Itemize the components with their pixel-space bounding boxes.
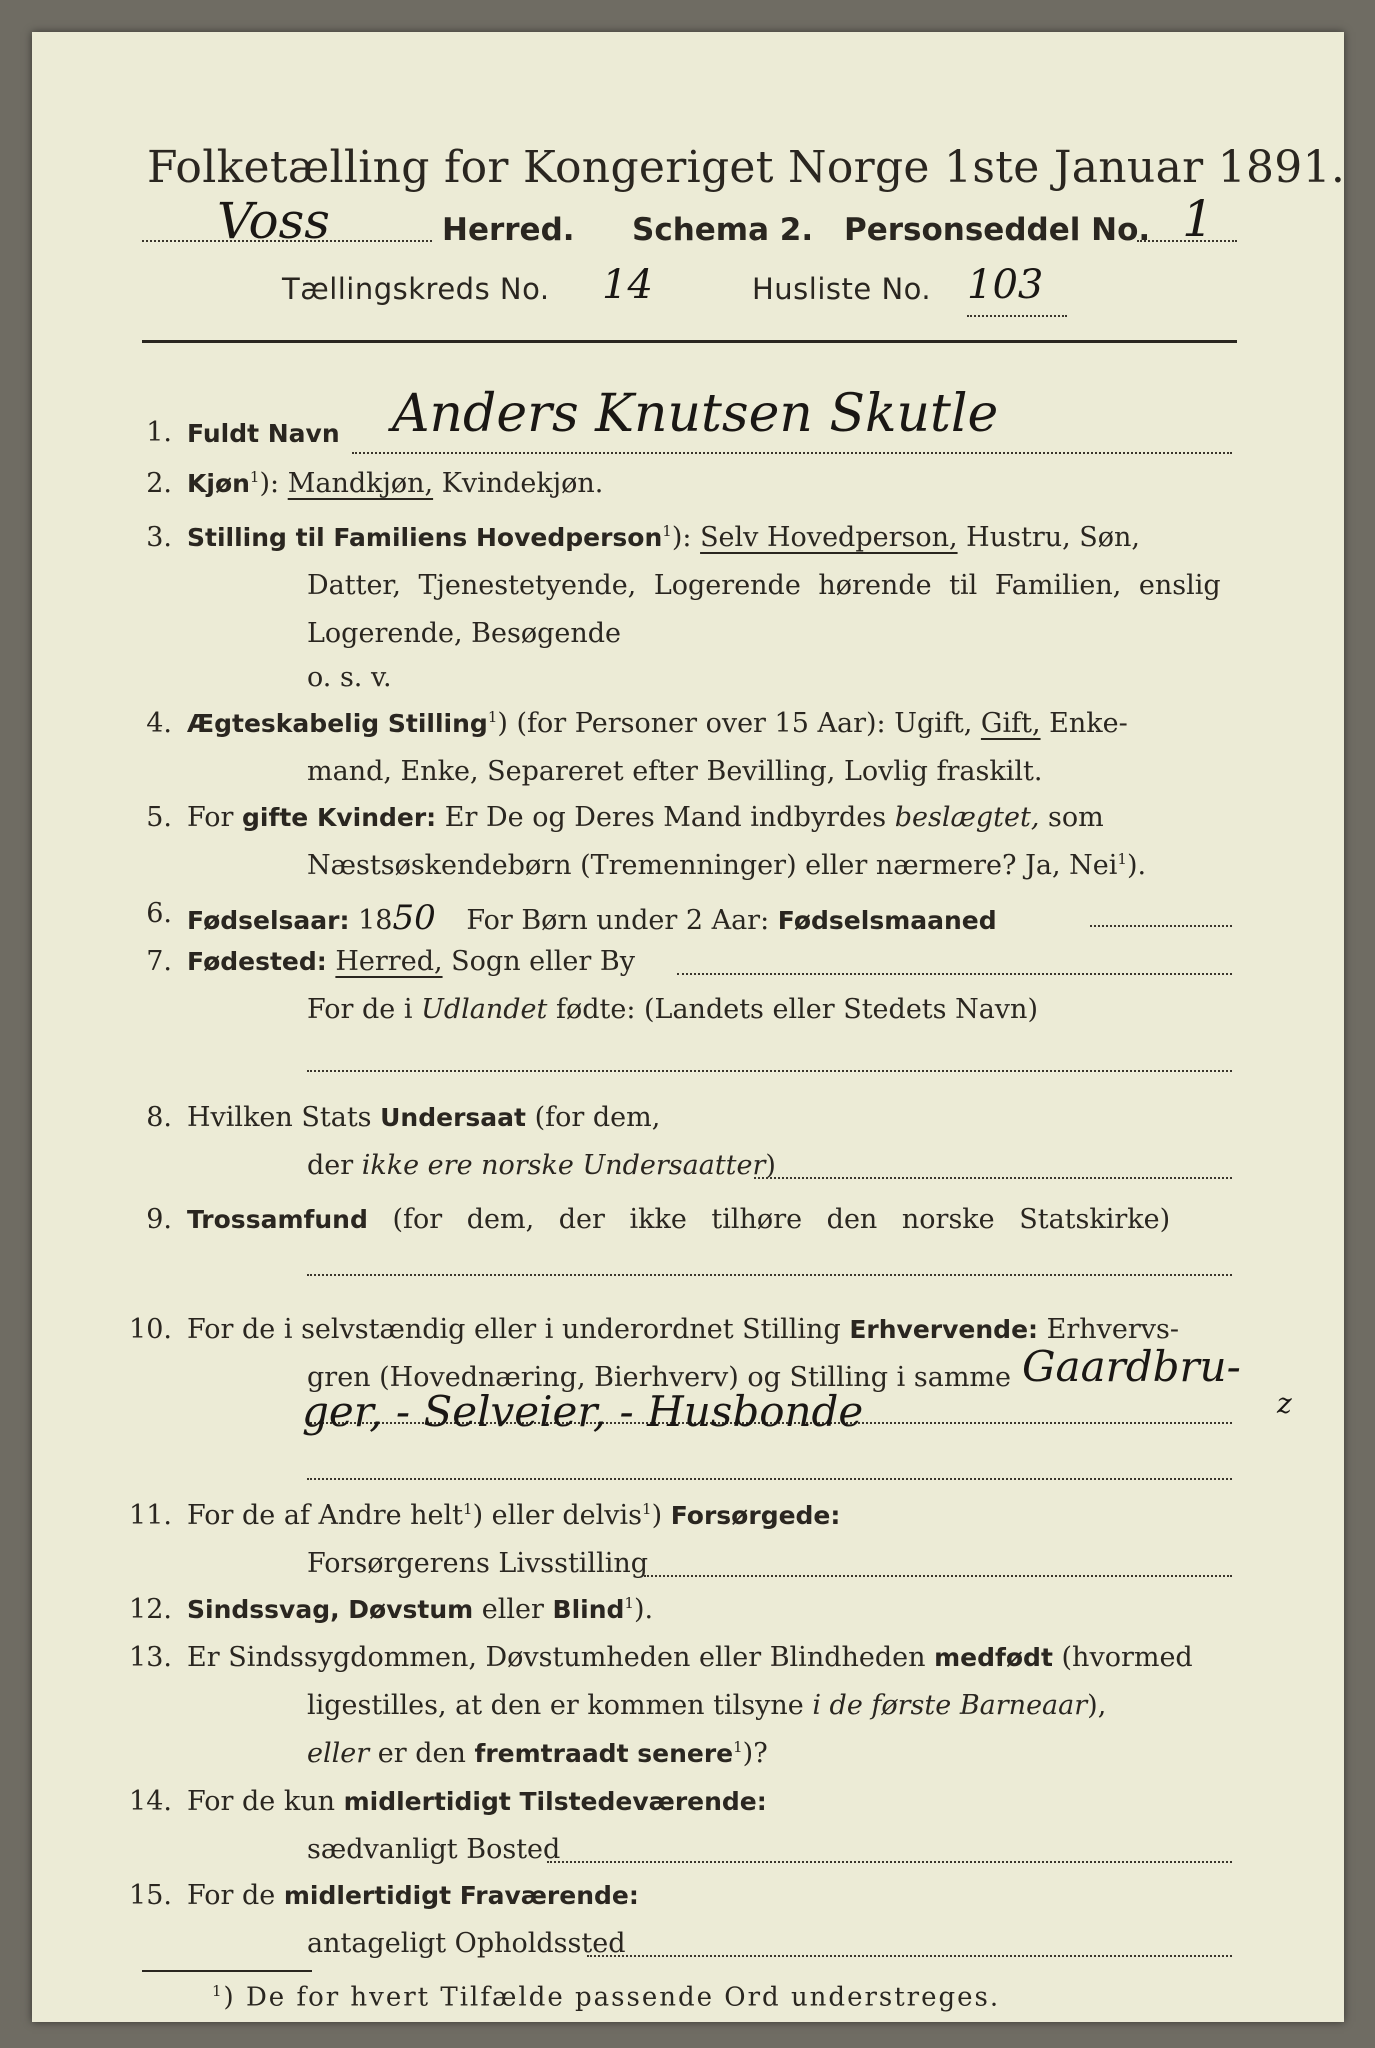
- q12-tail: ).: [633, 1594, 654, 1625]
- q8-pre: Hvilken Stats: [187, 1102, 372, 1133]
- q13-line3-bold: fremtraadt senere: [474, 1739, 734, 1768]
- q7-line1: [187, 946, 635, 977]
- q8-dotted-line: [754, 1177, 1232, 1179]
- q10-line1: [187, 1314, 1179, 1345]
- q12-line: [187, 1594, 653, 1625]
- q1-label: Fuldt Navn: [187, 419, 340, 448]
- q5-number: 5.: [146, 802, 172, 833]
- q13-line2a: ligestilles, at den er kommen tilsyne: [307, 1690, 804, 1721]
- q14-dotted-line: [547, 1861, 1232, 1863]
- q11-sup1: 1: [463, 1500, 473, 1518]
- q10-rest: Erhvervs-: [1046, 1314, 1180, 1345]
- q5-line2: [307, 850, 1146, 881]
- q11-line2: Forsørgerens Livsstilling: [307, 1548, 649, 1579]
- q2-pre: ):: [259, 468, 280, 499]
- q4-number: 4.: [146, 708, 172, 739]
- q12-mid: eller: [481, 1594, 544, 1625]
- q5-rest: Er De og Deres Mand indbyrdes: [444, 802, 887, 833]
- q15-line1: [187, 1880, 639, 1911]
- q8-line2-italic: ikke ere norske Undersaatter: [361, 1150, 766, 1181]
- q4-rest: ) (for Personer over 15 Aar): Ugift,: [497, 708, 973, 739]
- q9-number: 9.: [146, 1204, 172, 1235]
- q8-number: 8.: [146, 1102, 172, 1133]
- q4-line2: mand, Enke, Separeret efter Bevilling, Lovlig fraskilt.: [307, 756, 1043, 787]
- q9-label: Trossamfund: [187, 1205, 368, 1234]
- q10-number: 10.: [129, 1314, 172, 1345]
- q11-mid: ) eller delvis: [472, 1500, 643, 1531]
- q7-label: Fødested:: [187, 947, 327, 976]
- q3-rest1: Hustru, Søn,: [966, 522, 1140, 553]
- q14-line2: sædvanligt Bosted: [307, 1834, 561, 1865]
- q2-option-kvindekjon: Kvindekjøn.: [441, 468, 604, 499]
- q3-pre: ):: [671, 522, 692, 553]
- q15-dotted-line: [587, 1955, 1232, 1957]
- q13-label: medfødt: [934, 1643, 1053, 1672]
- q13-line2-italic: i de første Barneaar: [812, 1690, 1088, 1721]
- q13-rest: (hvormed: [1061, 1642, 1193, 1673]
- q4-sup: 1: [487, 708, 498, 726]
- q10-line2: gren (Hovednæring, Bierhverv) og Stilling i samme: [307, 1362, 1012, 1393]
- q13-line2b: ),: [1087, 1690, 1107, 1721]
- q5-end: som: [1048, 802, 1104, 833]
- q3-line3: Logerende, Besøgende: [307, 618, 621, 649]
- q6-dotted-line: [1090, 925, 1232, 927]
- q5-tail: ).: [1126, 850, 1147, 881]
- q7-rest: Sogn eller By: [451, 946, 635, 977]
- q11-label: Forsørgede:: [670, 1501, 841, 1530]
- kreds-label: Tællingskreds No.: [282, 272, 550, 306]
- q4-option-gift-selected: Gift,: [980, 708, 1041, 739]
- q12-label: Sindssvag, Døvstum: [187, 1595, 474, 1624]
- q11-dotted-line: [644, 1575, 1232, 1577]
- q14-number: 14.: [129, 1786, 172, 1817]
- footnote-text: ) De for hvert Tilfælde passende Ord understreges.: [223, 1982, 1001, 2013]
- q5-pre: For: [187, 802, 234, 833]
- footnote: [212, 1982, 1000, 2013]
- q2-sup: 1: [249, 468, 260, 486]
- kreds-no-handwritten: 14: [602, 262, 653, 308]
- q5-line1: [187, 802, 1104, 833]
- q5-label: gifte Kvinder:: [242, 803, 437, 832]
- q1-dotted-line: [352, 452, 1232, 454]
- q7-line2b: fødte: (Landets eller Stedets Navn): [555, 994, 1038, 1025]
- q9-rest: (for dem, der ikke tilhøre den norske Statskirke): [392, 1204, 1171, 1235]
- q6-year-prefix: 18: [358, 905, 393, 936]
- q8-line2a: der: [307, 1150, 354, 1181]
- q11-pre: For de af Andre helt: [187, 1500, 464, 1531]
- q9-line: [187, 1204, 1170, 1235]
- q14-label: midlertidigt Tilstedeværende:: [343, 1787, 767, 1816]
- q8-rest: (for dem,: [534, 1102, 661, 1133]
- q7-line2: [307, 994, 1038, 1025]
- q14-pre: For de kun: [187, 1786, 335, 1817]
- q15-line2: antageligt Opholdssted: [307, 1928, 626, 1959]
- q10-label: Erhvervende:: [849, 1315, 1039, 1344]
- q7-line2a: For de i: [307, 994, 413, 1025]
- schema-label: Schema 2.: [632, 212, 814, 248]
- q4-after: Enke-: [1049, 708, 1128, 739]
- q7-line2-italic: Udlandet: [421, 994, 548, 1025]
- q5-italic: beslægtet,: [894, 802, 1040, 833]
- q4-label: Ægteskabelig Stilling: [187, 709, 488, 738]
- q15-label: midlertidigt Fraværende:: [283, 1881, 639, 1910]
- q5-sup: 1: [1117, 850, 1127, 868]
- q11-close: ): [651, 1500, 663, 1531]
- q10-handwritten-occupation1: Gaardbru-: [1022, 1342, 1241, 1391]
- q13-line3a: er den: [377, 1738, 466, 1769]
- q13-line1: [187, 1642, 1193, 1673]
- q8-label: Undersaat: [380, 1103, 526, 1132]
- q14-line1: [187, 1786, 767, 1817]
- q2-number: 2.: [146, 468, 172, 499]
- q3-number: 3.: [146, 522, 172, 553]
- personseddel-label: Personseddel No.: [844, 212, 1151, 248]
- q13-line3: [307, 1738, 768, 1769]
- q13-line3-italic: eller: [307, 1738, 370, 1769]
- q10-pre: For de i selvstændig eller i underordnet Stilling: [187, 1314, 841, 1345]
- q11-line1: [187, 1500, 840, 1531]
- form-title: Folketælling for Kongeriget Norge 1ste Januar 1891.: [147, 142, 1346, 193]
- q1-number: 1.: [146, 417, 172, 448]
- q6-year-handwritten: 50: [392, 898, 436, 938]
- q13-number: 13.: [129, 1642, 172, 1673]
- q13-tail: )?: [742, 1738, 768, 1769]
- q8-line1: [187, 1102, 660, 1133]
- q6-number: 6.: [146, 898, 172, 929]
- q3-sup: 1: [662, 522, 672, 540]
- q10-dotted-line2: [307, 1478, 1232, 1480]
- q12-number: 12.: [129, 1594, 172, 1625]
- herred-name-handwritten: Voss: [217, 192, 330, 250]
- q13-sup: 1: [733, 1738, 743, 1756]
- q4-line1: [187, 708, 1128, 739]
- herred-label: Herred.: [442, 212, 575, 248]
- footnote-sup: 1: [212, 1982, 224, 2000]
- q13-pre: Er Sindssygdommen, Døvstumheden eller Blindheden: [187, 1642, 926, 1673]
- header-rule: [142, 340, 1237, 343]
- q3-line2: Datter, Tjenestetyende, Logerende hørende til Familien, enslig: [307, 570, 1221, 601]
- q12-sup: 1: [624, 1594, 634, 1612]
- q7-dotted-line2: [307, 1070, 1232, 1072]
- q6-line: [187, 898, 997, 938]
- q2-line: [187, 468, 603, 499]
- personseddel-no-handwritten: 1: [1182, 190, 1214, 248]
- husliste-dotted-line: [967, 315, 1067, 317]
- q2-option-mandkjon-selected: Mandkjøn,: [287, 468, 434, 499]
- q5-line2-text: Næstsøskendebørn (Tremenninger) eller nærmere? Ja, Nei: [307, 850, 1118, 881]
- q6-label: Fødselsaar:: [187, 906, 350, 935]
- q11-sup2: 1: [642, 1500, 652, 1518]
- q13-line2: [307, 1690, 1106, 1721]
- q12-label2: Blind: [552, 1595, 625, 1624]
- q15-number: 15.: [129, 1880, 172, 1911]
- q6-rest: For Børn under 2 Aar:: [466, 905, 770, 936]
- q10-handwritten-mark: z: [1277, 1387, 1292, 1420]
- q15-pre: For de: [187, 1880, 276, 1911]
- q1-name-handwritten: Anders Knutsen Skutle: [392, 384, 999, 444]
- q7-number: 7.: [146, 946, 172, 977]
- q3-option-selv-hovedperson-selected: Selv Hovedperson,: [700, 522, 958, 553]
- census-form-sheet: [32, 32, 1344, 2022]
- husliste-label: Husliste No.: [752, 272, 932, 306]
- q8-line2b: ): [765, 1150, 776, 1181]
- footnote-rule: [142, 1970, 312, 1972]
- q11-number: 11.: [129, 1500, 172, 1531]
- q2-label: Kjøn: [187, 469, 250, 498]
- q6-label2: Fødselsmaaned: [777, 906, 997, 935]
- q7-option-herred-selected: Herred,: [335, 946, 443, 977]
- q8-line2: [307, 1150, 776, 1181]
- husliste-no-handwritten: 103: [967, 262, 1044, 308]
- q3-label: Stilling til Familiens Hovedperson: [187, 523, 663, 552]
- q3-line1: [187, 522, 1140, 553]
- q3-line4: o. s. v.: [307, 662, 392, 693]
- q9-dotted-line: [307, 1274, 1232, 1276]
- q10-handwritten-occupation2: ger, - Selveier, - Husbonde: [302, 1387, 864, 1436]
- q7-dotted-line: [677, 973, 1232, 975]
